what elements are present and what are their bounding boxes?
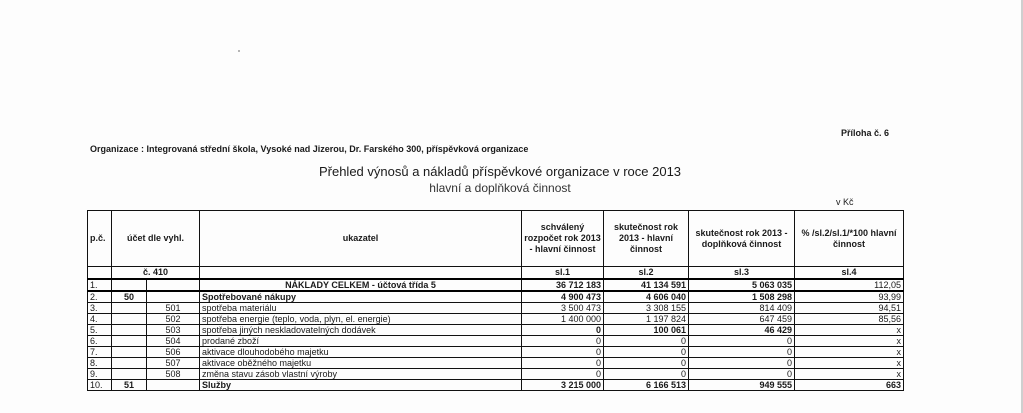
- table-row: [88, 314, 904, 325]
- row-number: 4.: [88, 314, 112, 325]
- table-row: [88, 358, 904, 369]
- subheader-blank: [200, 267, 522, 280]
- row-budget: 0: [522, 325, 604, 336]
- row-actual-secondary: 0: [689, 347, 795, 358]
- table-row: [88, 279, 904, 291]
- row-group: [112, 369, 147, 380]
- row-subaccount: [147, 291, 200, 303]
- row-actual-secondary: 5 063 035: [689, 279, 795, 291]
- row-percent: x: [795, 358, 904, 369]
- row-percent: 112,05: [795, 279, 904, 291]
- table-row: [88, 325, 904, 336]
- row-budget: 0: [522, 358, 604, 369]
- row-indicator: prodané zboží: [200, 336, 522, 347]
- row-actual-secondary: 647 459: [689, 314, 795, 325]
- row-subaccount: [147, 380, 200, 391]
- row-budget: 36 712 183: [522, 279, 604, 291]
- row-group: [112, 336, 147, 347]
- report-subtitle: hlavní a doplňková činnost: [429, 181, 571, 195]
- annex-label: Příloha č. 6: [841, 128, 890, 138]
- row-number: 1.: [88, 279, 112, 291]
- row-actual-secondary: 1 508 298: [689, 291, 795, 303]
- row-group: [112, 358, 147, 369]
- row-subaccount: [147, 279, 200, 291]
- header-percent: % /sl.2/sl.1/*100 hlavní činnost: [795, 211, 904, 267]
- row-number: 9.: [88, 369, 112, 380]
- table-row: [88, 369, 904, 380]
- row-group: [112, 325, 147, 336]
- row-actual: 0: [604, 358, 689, 369]
- row-actual: 41 134 591: [604, 279, 689, 291]
- header-budget: schválený rozpočet rok 2013 - hlavní činnost: [522, 211, 604, 267]
- subheader-col1: sl.1: [522, 267, 604, 280]
- row-percent: 93,99: [795, 291, 904, 303]
- table-row: [88, 336, 904, 347]
- row-percent: 94,51: [795, 303, 904, 314]
- report-title: Přehled výnosů a nákladů příspěvkové organizace v roce 2013: [318, 164, 682, 179]
- row-budget: 1 400 000: [522, 314, 604, 325]
- subheader-account: č. 410: [112, 267, 200, 280]
- row-actual: 0: [604, 369, 689, 380]
- row-budget: 0: [522, 347, 604, 358]
- row-indicator: NÁKLADY CELKEM - účtová třída 5: [200, 279, 522, 291]
- table-row: [88, 303, 904, 314]
- row-group: [112, 347, 147, 358]
- row-group: [112, 279, 147, 291]
- subheader-col3: sl.3: [689, 267, 795, 280]
- header-indicator: ukazatel: [200, 211, 522, 267]
- row-indicator: spotřeba jiných neskladovatelných dodávek: [200, 325, 522, 336]
- row-subaccount: 501: [147, 303, 200, 314]
- row-budget: 4 900 473: [522, 291, 604, 303]
- row-actual: 1 197 824: [604, 314, 689, 325]
- row-number: 6.: [88, 336, 112, 347]
- organization-line: Organizace : Integrovaná střední škola, Vysoké nad Jizerou, Dr. Farského 300, příspěvková organizace: [90, 144, 529, 154]
- row-actual-secondary: 46 429: [689, 325, 795, 336]
- row-percent: 85,56: [795, 314, 904, 325]
- scan-speck: [238, 50, 240, 52]
- expense-table: [87, 210, 904, 391]
- row-actual: 3 308 155: [604, 303, 689, 314]
- row-actual-secondary: 0: [689, 369, 795, 380]
- row-subaccount: 503: [147, 325, 200, 336]
- row-percent: x: [795, 347, 904, 358]
- row-actual: 4 606 040: [604, 291, 689, 303]
- row-indicator: spotřeba energie (teplo, voda, plyn, el. energie): [200, 314, 522, 325]
- row-indicator: spotřeba materiálu: [200, 303, 522, 314]
- subheader-blank: [88, 267, 112, 280]
- row-group: [112, 303, 147, 314]
- row-indicator: změna stavu zásob vlastní výroby: [200, 369, 522, 380]
- row-indicator: Spotřebované nákupy: [200, 291, 522, 303]
- row-actual: 0: [604, 336, 689, 347]
- row-group: [112, 314, 147, 325]
- row-subaccount: 508: [147, 369, 200, 380]
- row-subaccount: 504: [147, 336, 200, 347]
- row-budget: 3 215 000: [522, 380, 604, 391]
- row-actual-secondary: 814 409: [689, 303, 795, 314]
- row-budget: 3 500 473: [522, 303, 604, 314]
- table-header-row: [88, 211, 904, 267]
- subheader-col4: sl.4: [795, 267, 904, 280]
- table-subheader-row: [88, 267, 904, 280]
- table-row: [88, 380, 904, 391]
- row-percent: x: [795, 325, 904, 336]
- currency-label: v Kč: [836, 197, 854, 207]
- header-pc: p.č.: [88, 211, 112, 267]
- row-actual-secondary: 0: [689, 358, 795, 369]
- header-account: účet dle vyhl.: [112, 211, 200, 267]
- row-budget: 0: [522, 336, 604, 347]
- row-subaccount: 506: [147, 347, 200, 358]
- row-indicator: Služby: [200, 380, 522, 391]
- row-actual-secondary: 0: [689, 336, 795, 347]
- row-percent: 663: [795, 380, 904, 391]
- row-group: 51: [112, 380, 147, 391]
- row-indicator: aktivace dlouhodobého majetku: [200, 347, 522, 358]
- row-subaccount: 502: [147, 314, 200, 325]
- row-number: 8.: [88, 358, 112, 369]
- subheader-col2: sl.2: [604, 267, 689, 280]
- row-actual-secondary: 949 555: [689, 380, 795, 391]
- row-budget: 0: [522, 369, 604, 380]
- row-actual: 6 166 513: [604, 380, 689, 391]
- table-row: [88, 347, 904, 358]
- row-indicator: aktivace oběžného majetku: [200, 358, 522, 369]
- row-number: 3.: [88, 303, 112, 314]
- table-row: [88, 291, 904, 303]
- row-subaccount: 507: [147, 358, 200, 369]
- row-percent: x: [795, 336, 904, 347]
- row-group: 50: [112, 291, 147, 303]
- row-number: 7.: [88, 347, 112, 358]
- row-actual: 0: [604, 347, 689, 358]
- row-number: 2.: [88, 291, 112, 303]
- header-actual-secondary: skutečnost rok 2013 - doplňková činnost: [689, 211, 795, 267]
- row-percent: x: [795, 369, 904, 380]
- row-number: 5.: [88, 325, 112, 336]
- header-actual: skutečnost rok 2013 - hlavní činnost: [604, 211, 689, 267]
- row-number: 10.: [88, 380, 112, 391]
- row-actual: 100 061: [604, 325, 689, 336]
